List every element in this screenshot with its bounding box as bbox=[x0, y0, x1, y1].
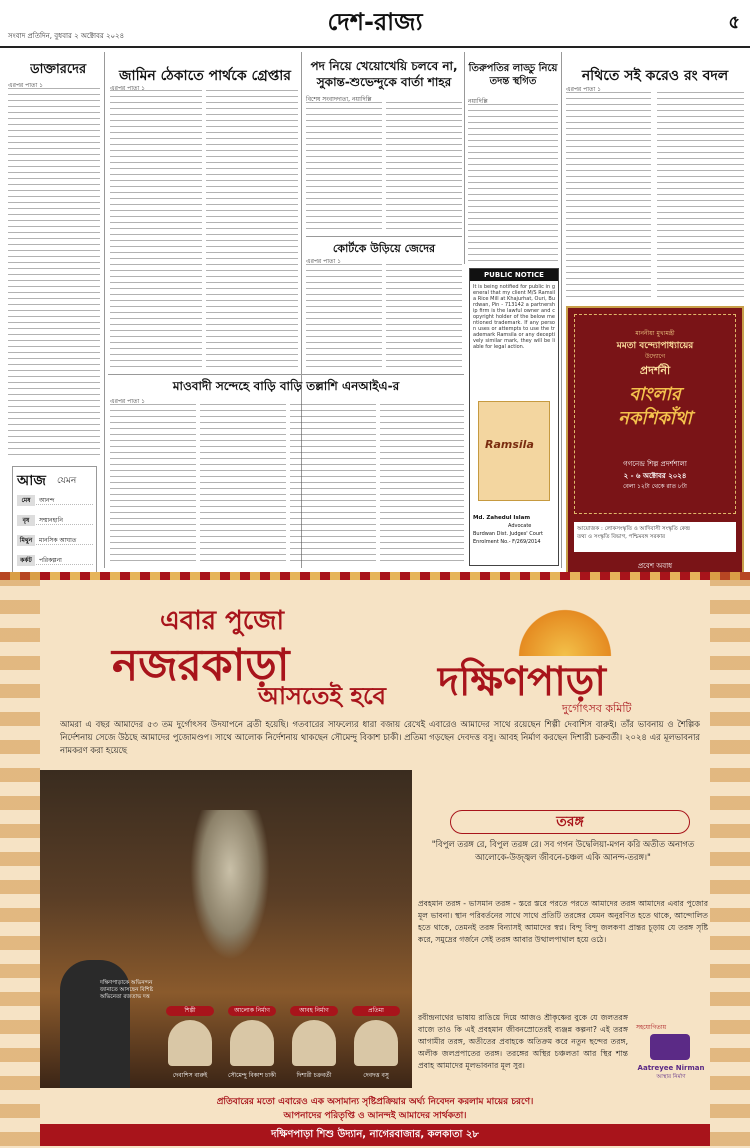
sun-icon bbox=[510, 594, 620, 656]
poster-line: আয়োজক : লোকসংস্কৃতি ও আদিবাসী সংস্কৃতি কেন্দ্র bbox=[577, 526, 690, 532]
story-body bbox=[8, 88, 100, 460]
poster-line: ২ - ৬ অক্টোবর ২০২৪ bbox=[623, 472, 687, 480]
horoscope-title: আজ bbox=[17, 473, 46, 489]
ad-theme: তরঙ্গ bbox=[450, 810, 690, 834]
credit-role: প্রতিমা bbox=[352, 1006, 400, 1016]
poster-line: প্রদর্শনী bbox=[639, 364, 671, 377]
sign-forecast: আনন্দ bbox=[39, 497, 55, 504]
story-body bbox=[200, 404, 286, 564]
story-body bbox=[110, 404, 196, 564]
story-headline: তিরুপতির লাড্ডু নিয়ে তদন্ত স্থগিত bbox=[468, 63, 558, 87]
section-title: দেশ-রাজ্য bbox=[327, 8, 423, 36]
divider bbox=[108, 374, 464, 375]
sponsor-block bbox=[636, 1022, 706, 1092]
notice-brand: Ramsila bbox=[485, 438, 534, 451]
story-body bbox=[386, 264, 462, 372]
credit-role: আলোক নির্মাণ bbox=[228, 1006, 276, 1016]
story-kicker: এরপর পাতা ১ bbox=[8, 82, 44, 89]
sign-forecast: মানসিক আঘাত bbox=[39, 537, 77, 544]
sign-name: মিথুন bbox=[17, 535, 35, 546]
horoscope-row bbox=[17, 555, 93, 565]
column-rule bbox=[104, 52, 105, 568]
story-body bbox=[110, 90, 202, 370]
story-body bbox=[468, 104, 558, 262]
public-notice bbox=[469, 268, 559, 566]
story-kicker: নয়াদিল্লি bbox=[468, 98, 488, 105]
puja-advertisement bbox=[0, 572, 750, 1148]
ad-footer-line-2: আপনাদের পরিতৃপ্তি ও আনন্দই আমাদের সার্থকতা। bbox=[283, 1111, 467, 1121]
page-header bbox=[0, 0, 750, 48]
story-kicker: এরপর পাতা ১ bbox=[110, 85, 146, 92]
credit-name: দিশারী চক্রবর্তী bbox=[296, 1072, 332, 1079]
sign-forecast: পরিকল্পনা bbox=[39, 557, 62, 564]
credit-photo bbox=[230, 1020, 274, 1066]
poster-line: মাননীয়া মুখ্যমন্ত্রী bbox=[635, 330, 675, 337]
sign-forecast: সম্মানহানি bbox=[39, 517, 63, 524]
story-kicker: এরপর পাতা ১ bbox=[566, 86, 602, 93]
story-body bbox=[657, 92, 744, 300]
notice-court: Burdwan Dist. Judges' Court bbox=[473, 531, 544, 537]
story-headline: ডাক্তারদের bbox=[30, 62, 87, 77]
story-kicker: এরপর পাতা ১ bbox=[306, 258, 342, 265]
horoscope-row bbox=[17, 515, 93, 525]
poster-line: বাংলার bbox=[629, 384, 681, 405]
publication-line: সংবাদ প্রতিদিন, বুধবার ২ অক্টোবর ২০২৪ bbox=[8, 32, 125, 40]
story-body bbox=[206, 90, 298, 370]
credit-card bbox=[224, 1006, 280, 1086]
ad-brand: দক্ষিণপাড়া bbox=[438, 659, 606, 705]
pandal-photo bbox=[40, 770, 412, 1088]
story-headline: জামিন ঠেকাতে পার্থকে গ্রেপ্তার bbox=[119, 68, 291, 84]
sponsor-tagline: আস্থার নির্মাণ bbox=[656, 1074, 686, 1080]
ad-body: প্রবহমান তরঙ্গ - ভাসমান তরঙ্গ - স্তরে স্তরে পরতে পরতে আমাদের তরঙ্গ আমাদের এবার পুজোর মূল ভাবনা। স্থান পরিবর্তনের সাথে সাথে প্রতিটি তরঙ্গের যেমন অনুরণিত হতে থাকে, আন্দোলিত হতে থাকে, তেমনই তরঙ্গ বিন্যাসই আমাদের স্বপ্ন। বিন্দু বিন্দু জলকণা প্রান্তর চূড়ায় যে তরঙ্গ সৃষ্টি করে, সমুদ্রের গর্জনে সেই তরঙ্গ আবার উত্থালপাথাল হয়ে ওঠে। bbox=[418, 899, 708, 944]
ad-address-band bbox=[40, 1124, 710, 1146]
idol-image bbox=[190, 810, 270, 960]
horoscope-row bbox=[17, 495, 93, 505]
ad-quote: "বিপুল তরঙ্গ রে, বিপুল তরঙ্গ রে। সব গগন উদ্বেলিয়া-মগন করি অতীত অনাগত আলোকে-উজ্জ্বল জীবনে-চঞ্চল একি আনন্দ-তরঙ্গ।" bbox=[431, 839, 695, 862]
poster-line: প্রবেশ অবাধ bbox=[637, 562, 673, 570]
column-rule bbox=[561, 52, 562, 568]
notice-enrolment: Enrolment No.- F/269/2014 bbox=[473, 539, 541, 545]
credit-card bbox=[348, 1006, 404, 1086]
column-rule bbox=[464, 52, 465, 264]
ad-tagline-1: এবার পুজো bbox=[160, 606, 285, 636]
story-headline: নথিতে সই করেও রং বদল bbox=[581, 68, 729, 84]
story-body bbox=[566, 92, 651, 300]
poster-line: উদ্যোগে bbox=[644, 353, 666, 360]
ad-intro: আমরা এ বছর আমাদের ৫৩ তম দুর্গোৎসব উদযাপনে ব্রতী হয়েছি। গতবারের সাফল্যের ধারা বজায় রেখেই এবারেও আমাদের সাথে রয়েছেন শিল্পী দেবাশিস বারুই। তাঁর ভাবনায় ও শৈল্পিক নির্দেশনায় সেজে উঠছে আমাদের পুজোমণ্ডপ। সাথে আলোক নির্দেশনায় থাকছেন সৌমেন্দু বিকাশ চাকী। প্রতিমা গড়ছেন দেবদত্ত বসু। আবহ নির্মাণ করছেন দিশারী চক্রবর্তী। ২০২৪ এর মূলভাবনার নামকরণ করা হয়েছে bbox=[60, 719, 700, 755]
credit-name: দেবাশিস বারুই bbox=[172, 1072, 208, 1079]
ad-border bbox=[0, 572, 750, 580]
horoscope-row bbox=[17, 535, 93, 545]
ad-border bbox=[710, 572, 750, 1148]
credit-photo bbox=[168, 1020, 212, 1066]
poster-organiser bbox=[574, 522, 736, 552]
story-kicker: এরপর পাতা ১ bbox=[110, 398, 146, 405]
credit-card bbox=[162, 1006, 218, 1086]
credit-name: সৌমেন্দু বিকাশ চাকী bbox=[228, 1072, 276, 1079]
ad-footer-line-1: প্রতিবারের মতো এবারেও এক অসামান্য সৃষ্টিপ্রক্রিয়ার অর্ঘ্য নিবেদন করলাম মায়ের চরণে। bbox=[216, 1097, 534, 1107]
sign-name: কর্কট bbox=[17, 555, 35, 566]
ad-tagline-3: আসতেই হবে bbox=[258, 682, 386, 710]
story-headline: পদ নিয়ে খেয়োখেয়ি চলবে না, সুকান্ত-শুভেন্দুকে বার্তা শাহর bbox=[310, 59, 458, 89]
ad-border bbox=[0, 572, 40, 1148]
credit-role: আবহ নির্মাণ bbox=[290, 1006, 338, 1016]
credit-name: দেবদত্ত বসু bbox=[363, 1072, 389, 1079]
story-body bbox=[380, 404, 464, 564]
ad-address: দক্ষিণপাড়া শিশু উদ্যান, নাগেরবাজার, কলকাতা ২৮ bbox=[271, 1129, 479, 1140]
poster-line: গগনেন্দ্র শিল্প প্রদর্শশালা bbox=[623, 460, 687, 468]
sponsor-label: সহযোগিতায় bbox=[636, 1024, 667, 1031]
poster-line: নকশিকাঁথা bbox=[618, 408, 692, 429]
sponsor-name: Aatreyee Nirman bbox=[637, 1064, 705, 1072]
story-headline: কোর্টকে উড়িয়ে জেদের bbox=[332, 242, 436, 255]
story-body bbox=[306, 102, 382, 232]
sign-name: মেষ bbox=[17, 495, 35, 506]
exhibition-poster bbox=[566, 306, 744, 578]
page-number: ৫ bbox=[728, 12, 740, 33]
credit-photo bbox=[292, 1020, 336, 1066]
artist-caption: দক্ষিণপাড়াকে অভিনন্দন জানাতে আসছেন বিশিষ্ট অভিনেতা রজতাভ দত্ত bbox=[100, 980, 153, 1000]
credit-photo bbox=[354, 1020, 398, 1066]
notice-title: PUBLIC NOTICE bbox=[470, 269, 558, 281]
poster-line: মমতা বন্দ্যোপাধ্যায়ের bbox=[616, 341, 694, 351]
notice-body: It is being notified for public in general that my client M/S Ramsila Rice Mill at Khajurhat, Ouri, Burdwan, Pin - 713142 a partnership firm is the lawful owner and copyright holder of the below mentioned trademark. If any person uses or attempts to use the trademark Ramsila or any deceptively similar mark, they will be liable for legal action. bbox=[473, 284, 555, 350]
ad-body-2: রবীন্দ্রনাথের ভাষায় রাঙিয়ে দিয়ে আজও শ্রীকৃষ্ণের বুকে যে জলতরঙ্গ বাজে তাও কি এই প্রবহমান জীবনস্রোতেরই ব্যঞ্জন্ন কল্পনা? এই তরঙ্গ আগামীর তরঙ্গ, অতীতের প্রবাহকে অতিক্রম করে নতুন ছন্দের তরঙ্গ, অলীক জলপ্রপাতের তরঙ্গ। তরঙ্গের অস্থির চঞ্চলতা আর স্থির শান্ত প্রবাহ আমাদের মূলভাবনার মূল সুর। bbox=[418, 1013, 628, 1070]
notice-signer: Md. Zahedul Islam bbox=[473, 515, 531, 521]
notice-signer-role: Advocate bbox=[508, 523, 532, 529]
credit-role: শিল্পী bbox=[166, 1006, 214, 1016]
horoscope-subtitle: যেমন bbox=[57, 476, 77, 486]
sponsor-logo-icon bbox=[650, 1034, 690, 1060]
ramsila-product-image bbox=[478, 401, 550, 501]
story-body bbox=[386, 102, 462, 232]
ad-brand-subtitle: দুর্গোৎসব কমিটি bbox=[562, 702, 632, 715]
divider bbox=[306, 236, 462, 237]
story-headline: মাওবাদী সন্দেহে বাড়ি বাড়ি তল্লাশি এনআইএ-র bbox=[172, 379, 400, 393]
sign-name: বৃষ bbox=[17, 515, 35, 526]
poster-line: বেলা ১২টা থেকে রাত ৮টা bbox=[623, 483, 687, 490]
credit-card bbox=[286, 1006, 342, 1086]
poster-line: তথ্য ও সংস্কৃতি বিভাগ, পশ্চিমবঙ্গ সরকার bbox=[577, 534, 665, 540]
ad-tagline-2: নজরকাড়া bbox=[112, 640, 290, 691]
story-body bbox=[290, 404, 376, 564]
story-body bbox=[306, 264, 382, 372]
story-kicker: বিশেষ সংবাদদাতা, নয়াদিল্লি bbox=[306, 96, 372, 103]
